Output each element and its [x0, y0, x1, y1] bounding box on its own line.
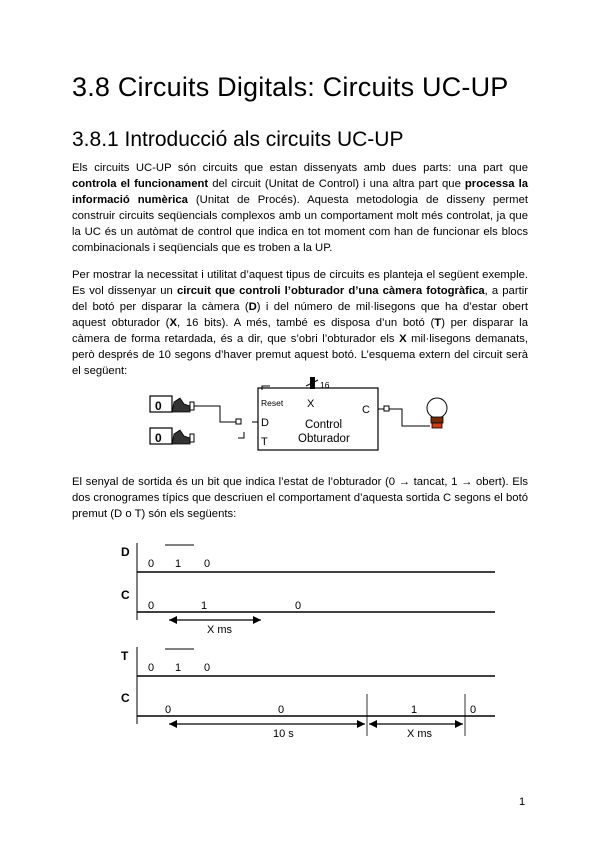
text-run: , a partir del botó per disparar la càmera (: [72, 285, 529, 313]
d-value: 0: [148, 558, 155, 570]
bold-run: controla el funcionament: [72, 178, 209, 190]
c-value: 0: [165, 704, 172, 716]
span-label-delay: 10 s: [273, 728, 294, 740]
x-input-label: X: [307, 398, 315, 410]
pushbutton-d: [150, 396, 194, 413]
c-value: 0: [278, 704, 285, 716]
section-heading: 3.8 Circuits Digitals: Circuits UC-UP: [72, 72, 509, 102]
text-run: , 16 bits). A més, també es disposa d’un botó (: [176, 317, 435, 329]
timing-diagram-d: [115, 540, 495, 640]
text-run: mil·lisegons demanats, però després de 10 segons d’haver premut aquest botó. L’esquema extern del circuit serà el següent:: [72, 333, 528, 377]
c-value: 1: [411, 704, 418, 716]
block-title-line2: Obturador: [298, 433, 350, 445]
text-run: Els circuits UC-UP són circuits que estan dissenyats amb dues parts: una part que: [72, 162, 528, 174]
subsection-heading: 3.8.1 Introducció als circuits UC-UP: [72, 128, 404, 151]
span-label: X ms: [207, 624, 233, 636]
c-output-label: C: [362, 404, 370, 416]
span-label-open: X ms: [407, 728, 433, 740]
d-value: 0: [204, 558, 211, 570]
button-value: 0: [155, 399, 162, 413]
c-value: 0: [470, 704, 477, 716]
t-value: 1: [175, 662, 182, 674]
reset-label: Reset: [261, 398, 284, 408]
text-run: El senyal de sortida és un bit que indica l’estat de l’obturador (0 → tancat, 1 → obert). Els dos cronogrames típics que descriuen el comportament d’aquesta sortida C segons el botó premut (D o T) són els següents:: [72, 476, 528, 520]
c-value: 1: [201, 600, 208, 612]
d-input-label: D: [261, 417, 269, 429]
bold-run: circuit que controli l’obturador d’una càmera fotogràfica: [176, 285, 485, 297]
t-value: 0: [204, 662, 211, 674]
signal-c-label: C: [121, 691, 130, 705]
t-input-label: T: [261, 436, 268, 448]
bold-run: T: [434, 317, 442, 329]
pushbutton-t: [150, 428, 194, 445]
page-number: 1: [519, 796, 526, 808]
lightbulb-icon: [427, 398, 447, 428]
signal-t-label: T: [121, 649, 129, 663]
paragraph-example: [72, 267, 528, 379]
bold-run: D: [248, 301, 257, 313]
text-run: ) i del número de mil·lisegons que ha d’estar obert aquest obturador (: [72, 301, 528, 329]
timing-diagram-t: [115, 644, 495, 744]
text-run: Per mostrar la necessitat i utilitat d’aquest tipus de circuits es planteja el següent exemple. Es vol dissenyar un: [72, 269, 528, 297]
t-value: 0: [148, 662, 155, 674]
signal-d-label: D: [121, 545, 130, 559]
c-value: 0: [148, 600, 155, 612]
bold-run: processa la informació numèrica: [72, 178, 528, 206]
paragraph-intro: [72, 160, 528, 256]
block-title-line1: Control: [305, 419, 343, 431]
paragraph-timing: [72, 474, 528, 522]
bold-run: X: [169, 317, 177, 329]
button-value: 0: [155, 431, 162, 445]
d-value: 1: [175, 558, 182, 570]
bold-run: X: [399, 333, 407, 345]
text-run: (Unitat de Procés). Aquesta metodologia de disseny permet construir circuits seqüencials complexos amb un comportament molt més controlat, ja que la UC és un autòmat de control que indica en tot moment com han de funcionar els blocs combinacionals i seqüencials que es troben a la UP.: [72, 194, 528, 254]
bus-width-label: 16: [320, 380, 330, 390]
c-value: 0: [295, 600, 302, 612]
circuit-diagram: [140, 376, 470, 456]
signal-c-label: C: [121, 588, 130, 602]
text-run: del circuit (Unitat de Control) i una altra part que: [208, 178, 465, 190]
text-run: ) per disparar la càmera de forma retardada, és a dir, que s’obri l’obturador els: [72, 317, 528, 345]
